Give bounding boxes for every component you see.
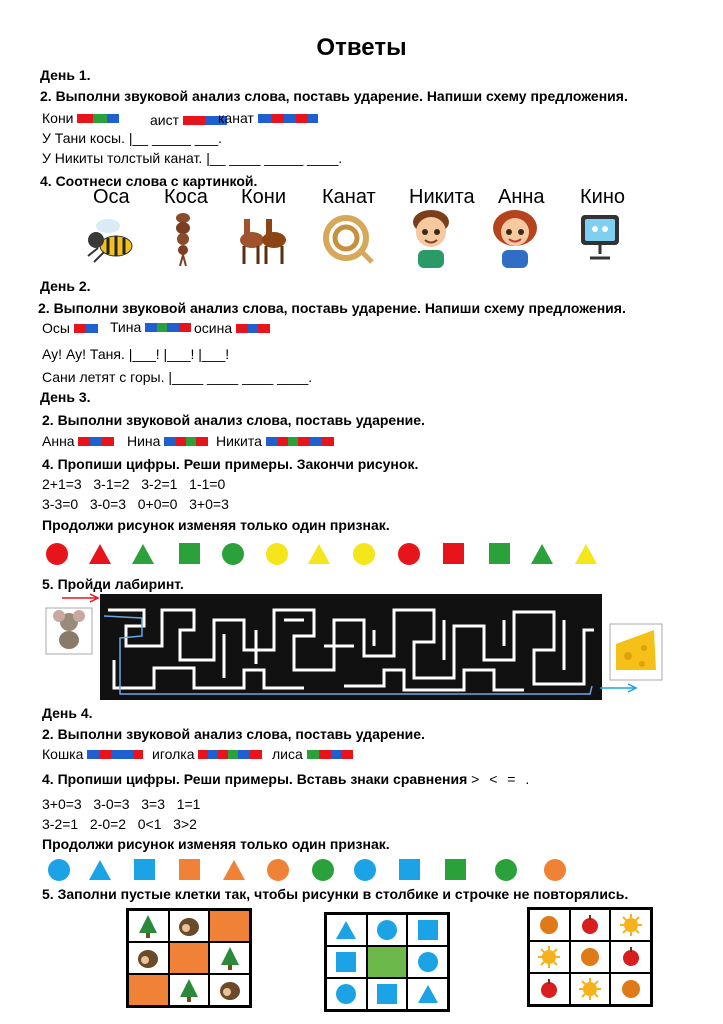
filled-cell [367,946,408,978]
yellow-circle [353,543,375,565]
green-triangle [531,544,553,564]
sun-icon [529,941,570,973]
day4-examples-row1: 3+0=3 3-0=3 3=3 1=1 [42,796,201,812]
sound-scheme [198,750,262,760]
day4-task4: 4. Пропиши цифры. Реши примеры. Вставь знаки сравнения > < = . [42,771,533,787]
sound-scheme [87,750,143,760]
day4-word-1: Кошка [42,746,143,762]
day3-word-2: Нина [127,433,208,449]
hedgehog-icon [209,974,250,1006]
orange-fruit-icon [610,973,651,1005]
orange-circle [544,859,566,881]
day1-task2: 2. Выполни звуковой анализ слова, поставь ударение. Напиши схему предложения. [40,88,628,104]
picture-word-5: Никита [409,186,475,208]
day3-pattern-title: Продолжи рисунок изменяя только один признак. [42,517,390,533]
girl-icon [490,208,540,270]
picture-word-2: Коса [164,186,208,208]
filled-cell [209,910,250,942]
day1-sentence-1: У Тани косы. |__ _____ ___. [42,130,223,146]
day2-sentence-2: Сани летят с горы. |____ ____ ____ ____. [42,369,313,385]
day2-task2: 2. Выполни звуковой анализ слова, поставь ударение. Напиши схему предложения. [38,300,626,316]
day4-pattern-title: Продолжи рисунок изменяя только один признак. [42,836,390,852]
red-triangle [89,544,111,564]
green-square [489,543,510,564]
day3-word-3: Никита [216,433,334,449]
green-circle [222,543,244,565]
day1-heading: День 1. [40,67,91,83]
day3-task5: 5. Пройди лабиринт. [42,576,184,592]
green-triangle [132,544,154,564]
day3-heading: День 3. [40,389,91,405]
blue-square [367,978,408,1010]
sound-scheme [78,437,114,447]
day4-task2: 2. Выполни звуковой анализ слова, поставь ударение. [42,726,425,742]
boy-icon [406,208,456,270]
blue-square [407,914,448,946]
sound-scheme [266,437,334,447]
page-title: Ответы [316,34,407,61]
maze [44,590,684,702]
sound-scheme [307,750,353,760]
blue-square [326,946,367,978]
day2-word-1: Осы [42,320,98,336]
sound-scheme [74,324,98,334]
picture-word-7: Кино [580,186,625,208]
orange-fruit-icon [570,941,611,973]
blue-square [134,859,155,880]
day2-word-2: Тина [110,319,191,335]
apple-icon [570,909,611,941]
blue-circle [326,978,367,1010]
green-square [179,543,200,564]
day4-word-2: иголка [152,746,262,762]
puzzle-grid-2 [324,912,450,1012]
orange-fruit-icon [529,909,570,941]
hedgehog-icon [128,942,169,974]
red-circle [46,543,68,565]
picture-word-3: Кони [241,186,286,208]
green-square [445,859,466,880]
day3-task4: 4. Пропиши цифры. Реши примеры. Закончи рисунок. [42,456,419,472]
puzzle-grid-3 [527,907,653,1007]
day3-word-1: Анна [42,433,114,449]
filled-cell [169,942,210,974]
horses-icon [234,214,294,266]
green-circle [312,859,334,881]
orange-square [179,859,200,880]
red-square [443,543,464,564]
day1-word-2: аист [150,112,227,128]
rope-icon [316,212,376,264]
red-circle [398,543,420,565]
blue-circle [407,946,448,978]
yellow-circle [266,543,288,565]
tv-icon [578,212,622,264]
orange-triangle [223,860,245,880]
day1-task4: 4. Соотнеси слова с картинкой. [40,173,258,189]
day2-sentence-1: Ау! Ау! Таня. |___! |___! |___! [42,346,230,362]
sound-scheme [164,437,208,447]
blue-circle [354,859,376,881]
apple-icon [529,973,570,1005]
day4-task5: 5. Заполни пустые клетки так, чтобы рисунки в столбике и строчке не повторялись. [42,886,629,902]
picture-word-4: Канат [322,186,376,208]
blue-triangle [407,978,448,1010]
puzzle-grid-1 [126,908,252,1008]
sound-scheme [145,323,191,333]
apple-icon [610,941,651,973]
hedgehog-icon [169,910,210,942]
sound-scheme [77,114,119,124]
yellow-triangle [575,544,597,564]
picture-word-1: Оса [93,186,130,208]
blue-triangle [326,914,367,946]
day4-examples-row2: 3-2=1 2-0=2 0<1 3>2 [42,816,197,832]
day1-word-3: канат [218,110,318,126]
tree-icon [209,942,250,974]
blue-square [399,859,420,880]
blue-triangle [89,860,111,880]
orange-circle [267,859,289,881]
sun-icon [610,909,651,941]
tree-icon [169,974,210,1006]
day2-heading: День 2. [40,278,91,294]
picture-word-6: Анна [498,186,545,208]
sun-icon [570,973,611,1005]
wasp-icon [78,210,138,268]
tree-icon [128,910,169,942]
yellow-triangle [308,544,330,564]
day3-examples-row1: 2+1=3 3-1=2 3-2=1 1-1=0 [42,476,226,492]
blue-circle [367,914,408,946]
braid-icon [170,210,196,268]
sound-scheme [258,114,318,124]
day3-task2: 2. Выполни звуковой анализ слова, поставь ударение. [42,412,425,428]
sound-scheme [236,324,270,334]
day3-examples-row2: 3-3=0 3-0=3 0+0=0 3+0=3 [42,496,229,512]
blue-circle [48,859,70,881]
day1-sentence-2: У Никиты толстый канат. |__ ____ _____ ____. [42,150,343,166]
filled-cell [128,974,169,1006]
day4-heading: День 4. [42,705,93,721]
day2-word-3: осина [194,320,270,336]
day1-word-1: Кони [42,110,119,126]
day4-word-3: лиса [272,746,353,762]
green-circle [495,859,517,881]
